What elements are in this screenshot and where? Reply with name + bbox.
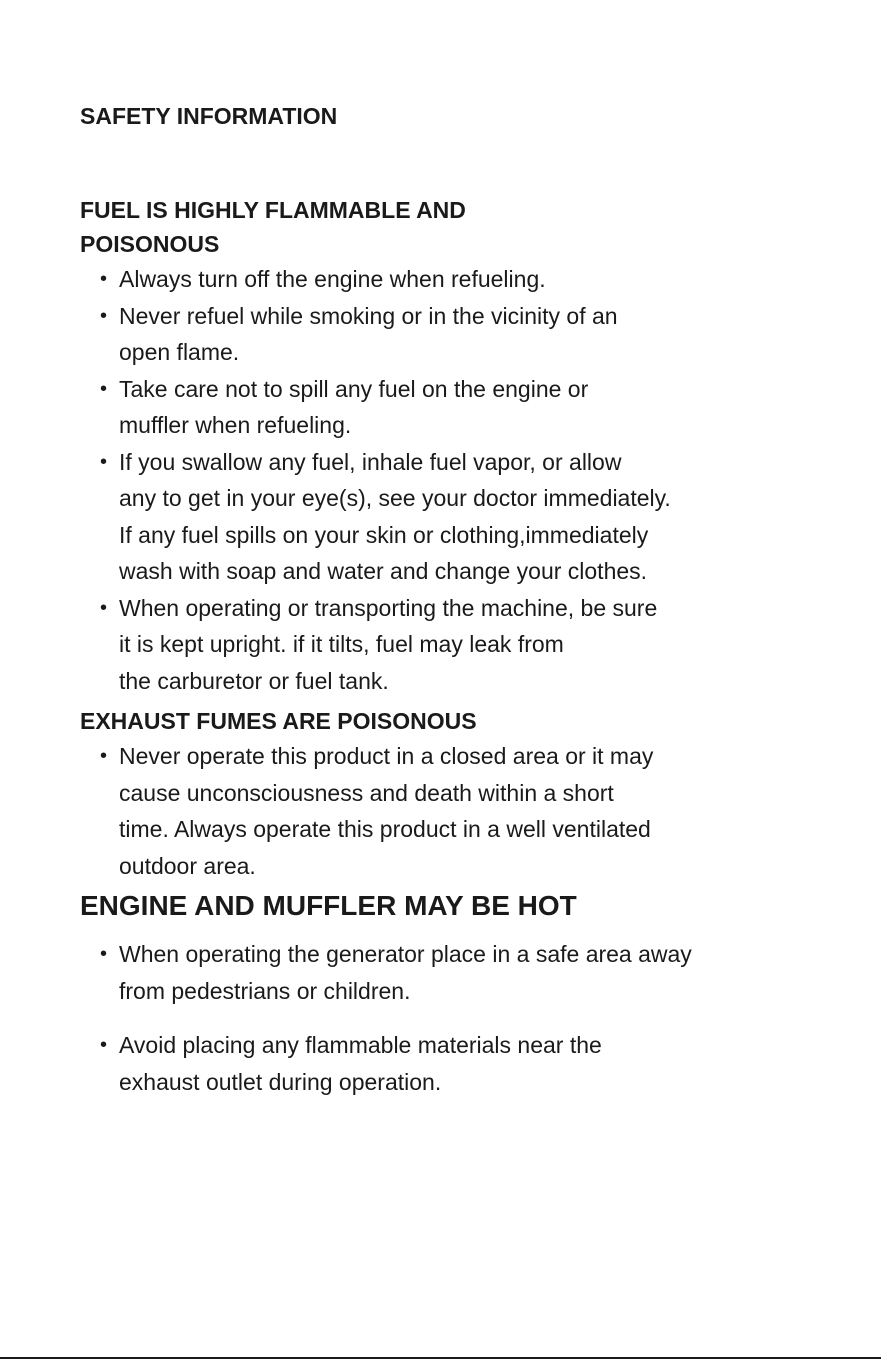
bullet-text: Never operate this product in a closed area or it may	[119, 743, 654, 769]
engine-bullet-list	[80, 936, 860, 1100]
bullet-text: When operating or transporting the machine, be sure	[119, 594, 658, 621]
page-title: SAFETY INFORMATION	[80, 103, 338, 129]
bullet-text: Avoid placing any flammable materials near the	[119, 1032, 602, 1058]
exhaust-heading-line: EXHAUST FUMES ARE POISONOUS	[80, 708, 477, 734]
list-item	[80, 261, 860, 298]
bullet-icon: •	[100, 1034, 108, 1056]
bullet-text: muffler when refueling.	[119, 412, 352, 438]
bullet-text: open flame.	[119, 339, 240, 365]
bullet-text: Never refuel while smoking or in the vicinity of an	[119, 302, 618, 329]
list-item	[80, 371, 860, 444]
fuel-section	[80, 193, 860, 699]
fuel-heading-line: FUEL IS HIGHLY FLAMMABLE AND	[80, 197, 466, 223]
bullet-icon: •	[100, 377, 108, 400]
bullet-icon: •	[100, 596, 108, 619]
list-item	[80, 298, 860, 371]
exhaust-bullet-list	[80, 738, 860, 884]
bullet-text: outdoor area.	[119, 852, 256, 879]
engine-heading	[80, 886, 860, 926]
bullet-text: When operating the generator place in a safe area away	[119, 941, 692, 967]
bottom-divider	[0, 1357, 881, 1359]
engine-heading-line: ENGINE AND MUFFLER MAY BE HOT	[80, 890, 577, 921]
bullet-icon: •	[100, 745, 108, 767]
fuel-heading	[80, 193, 860, 261]
bullet-icon: •	[100, 450, 108, 473]
list-item	[80, 738, 860, 884]
bullet-text: cause unconsciousness and death within a short	[119, 779, 614, 806]
engine-section	[80, 886, 860, 1100]
list-item	[80, 444, 860, 590]
bullet-text: time. Always operate this product in a well ventilated	[119, 816, 651, 842]
bullet-text: wash with soap and water and change your clothes.	[119, 558, 648, 584]
list-item	[80, 1027, 860, 1100]
bullet-text: If you swallow any fuel, inhale fuel vapor, or allow	[119, 448, 622, 475]
bullet-text: it is kept upright. if it tilts, fuel may leak from	[119, 631, 564, 657]
bullet-text: the carburetor or fuel tank.	[119, 667, 389, 694]
bullet-icon: •	[100, 304, 108, 327]
fuel-bullet-list	[80, 261, 860, 699]
exhaust-heading	[80, 704, 860, 738]
bullet-text: Always turn off the engine when refueling.	[119, 266, 546, 292]
bullet-text: Take care not to spill any fuel on the engine or	[119, 375, 589, 402]
fuel-heading-line: POISONOUS	[80, 231, 220, 257]
bullet-text: from pedestrians or children.	[119, 977, 411, 1004]
bullet-text: exhaust outlet during operation.	[119, 1068, 442, 1095]
exhaust-section	[80, 704, 860, 884]
bullet-text: If any fuel spills on your skin or clothing,immediately	[119, 521, 649, 548]
list-item	[80, 936, 860, 1009]
bullet-text: any to get in your eye(s), see your doctor immediately.	[119, 485, 671, 511]
list-item	[80, 590, 860, 700]
bullet-icon: •	[100, 268, 108, 290]
bullet-icon: •	[100, 943, 108, 965]
